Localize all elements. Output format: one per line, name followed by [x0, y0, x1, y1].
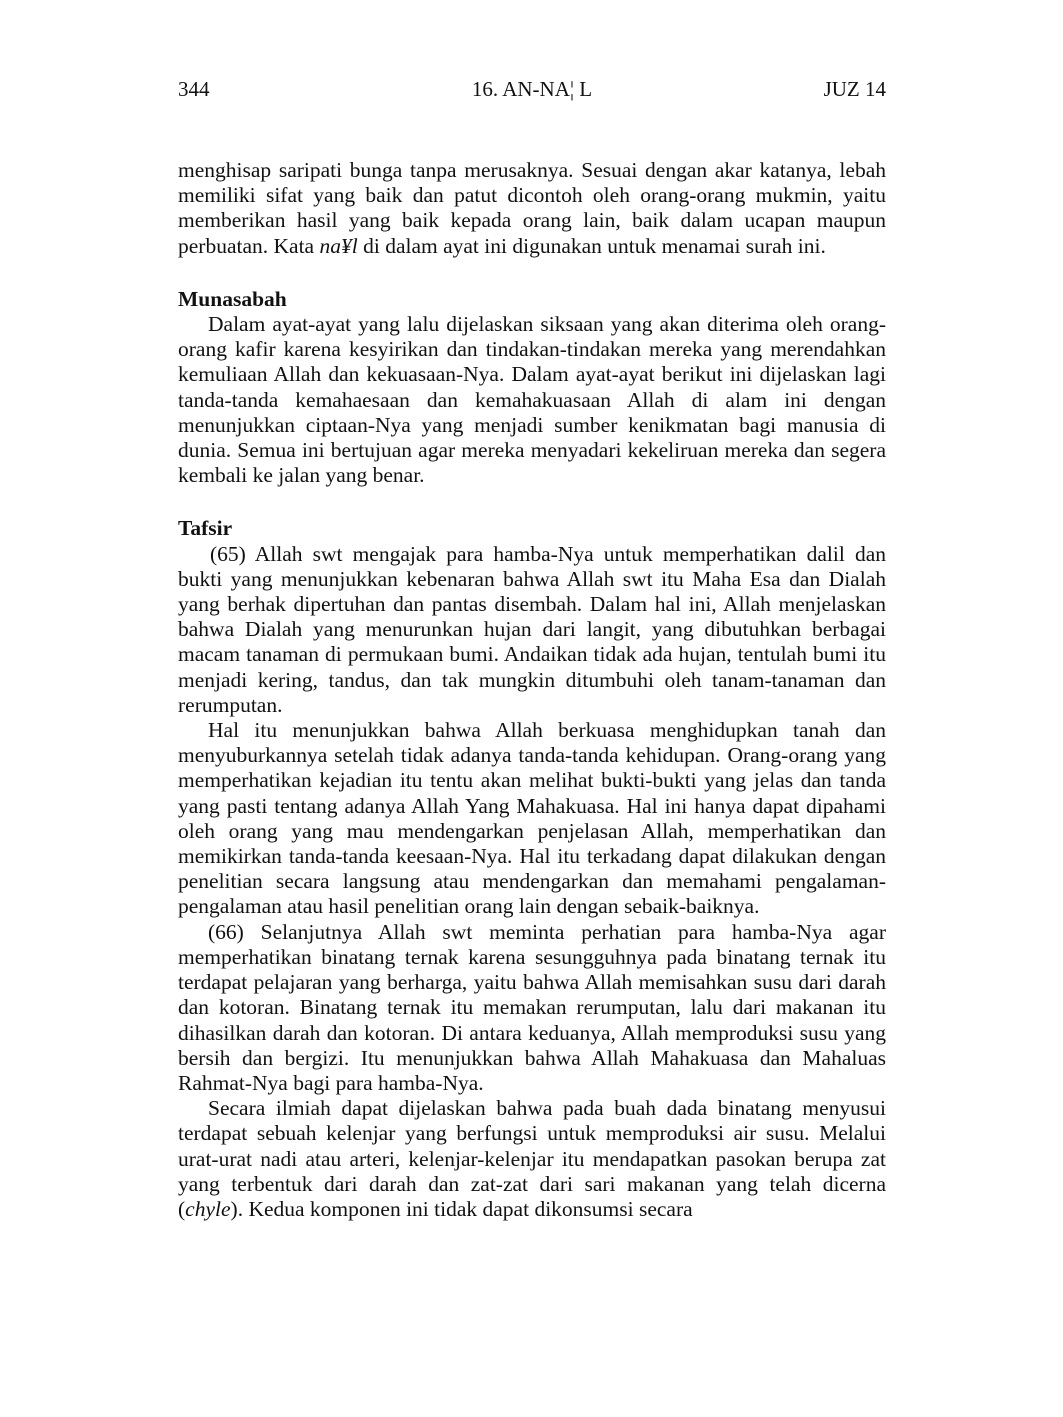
page-body — [178, 158, 886, 1222]
section-heading-munasabah: Munasabah — [178, 286, 287, 311]
intro-paragraph — [178, 158, 886, 259]
scientific-text-end: ). Kedua komponen ini tidak dapat dikonsumsi secara — [230, 1196, 693, 1221]
juz-label: JUZ 14 — [823, 77, 886, 101]
tafsir-paragraph-66-scientific — [178, 1096, 886, 1222]
intro-text-start: menghisap saripati bunga tanpa merusaknya. Sesuai dengan akar katanya, lebah memiliki sifat yang baik dan patut dicontoh oleh orang-orang mukmin, yaitu memberikan hasil yang baik kepada orang lain, baik dalam ucapan maupun perbuatan. Kata — [178, 158, 886, 258]
page-number: 344 — [178, 77, 210, 101]
italic-term: chyle — [185, 1196, 231, 1221]
chapter-title: 16. AN-NA¦ L — [471, 77, 593, 101]
tafsir-paragraph-66: (66) Selanjutnya Allah swt meminta perhatian para hamba-Nya agar memperhatikan binatang ternak karena sesungguhnya pada binatang ternak itu terdapat pelajaran yang berharga, yaitu bahwa Allah memisahkan susu dari darah dan kotoran. Binatang ternak itu memakan rerumputan, lalu dari makanan itu dihasilkan darah dan kotoran. Di antara keduanya, Allah memproduksi susu yang bersih dan bergizi. Itu menunjukkan bahwa Allah Mahakuasa dan Mahaluas Rahmat-Nya bagi para hamba-Nya. — [178, 919, 886, 1095]
tafsir-paragraph-65-continued: Hal itu menunjukkan bahwa Allah berkuasa menghidupkan tanah dan menyuburkannya setelah tidak adanya tanda-tanda kehidupan. Orang-orang yang memperhatikan kejadian itu tentu akan melihat bukti-bukti yang jelas dan tanda yang pasti tentang adanya Allah Yang Mahakuasa. Hal ini hanya dapat dipahami oleh orang yang mau mendengarkan penjelasan Allah, memperhatikan dan memikirkan tanda-tanda keesaan-Nya. Hal itu terkadang dapat dilakukan dengan penelitian secara langsung atau mendengarkan dan memahami pengalaman-pengalaman atau hasil penelitian orang lain dengan sebaik-baiknya. — [178, 718, 886, 919]
section-gap — [178, 259, 886, 287]
munasabah-paragraph: Dalam ayat-ayat yang lalu dijelaskan siksaan yang akan diterima oleh orang-orang kafir karena kesyirikan dan tindakan-tindakan mereka yang merendahkan kemuliaan Allah dan kekuasaan-Nya. Dalam ayat-ayat berikut ini dijelaskan lagi tanda-tanda kemahaesaan dan kemahakuasaan Allah di alam ini dengan menunjukkan ciptaan-Nya yang menjadi sumber kenikmatan bagi manusia di dunia. Semua ini bertujuan agar mereka menyadari kekeliruan mereka dan segera kembali ke jalan yang benar. — [178, 312, 886, 488]
intro-text-end: di dalam ayat ini digunakan untuk menamai surah ini. — [357, 233, 826, 258]
section-gap — [178, 488, 886, 516]
section-heading-tafsir: Tafsir — [178, 516, 233, 541]
page-header — [178, 74, 886, 104]
italic-term: na¥l — [319, 233, 358, 258]
scientific-text-start: Secara ilmiah dapat dijelaskan bahwa pada buah dada binatang menyusui terdapat sebuah kelenjar yang berfungsi untuk memproduksi air susu. Melalui urat-urat nadi atau arteri, kelenjar-kelenjar itu mendapatkan pasokan berupa zat yang terbentuk dari darah dan zat-zat dari sari makanan yang telah dicerna ( — [178, 1096, 886, 1221]
tafsir-paragraph-65: (65) Allah swt mengajak para hamba-Nya untuk memperhatikan dalil dan bukti yang menunjukkan kebenaran bahwa Allah swt itu Maha Esa dan Dialah yang berhak dipertuhan dan pantas disembah. Dalam hal ini, Allah menjelaskan bahwa Dialah yang menurunkan hujan dari langit, yang dibutuhkan berbagai macam tanaman di permukaan bumi. Andaikan tidak ada hujan, tentulah bumi itu menjadi kering, tandus, dan tak mungkin ditumbuhi oleh tanam-tanaman dan rerumputan. — [178, 541, 886, 717]
